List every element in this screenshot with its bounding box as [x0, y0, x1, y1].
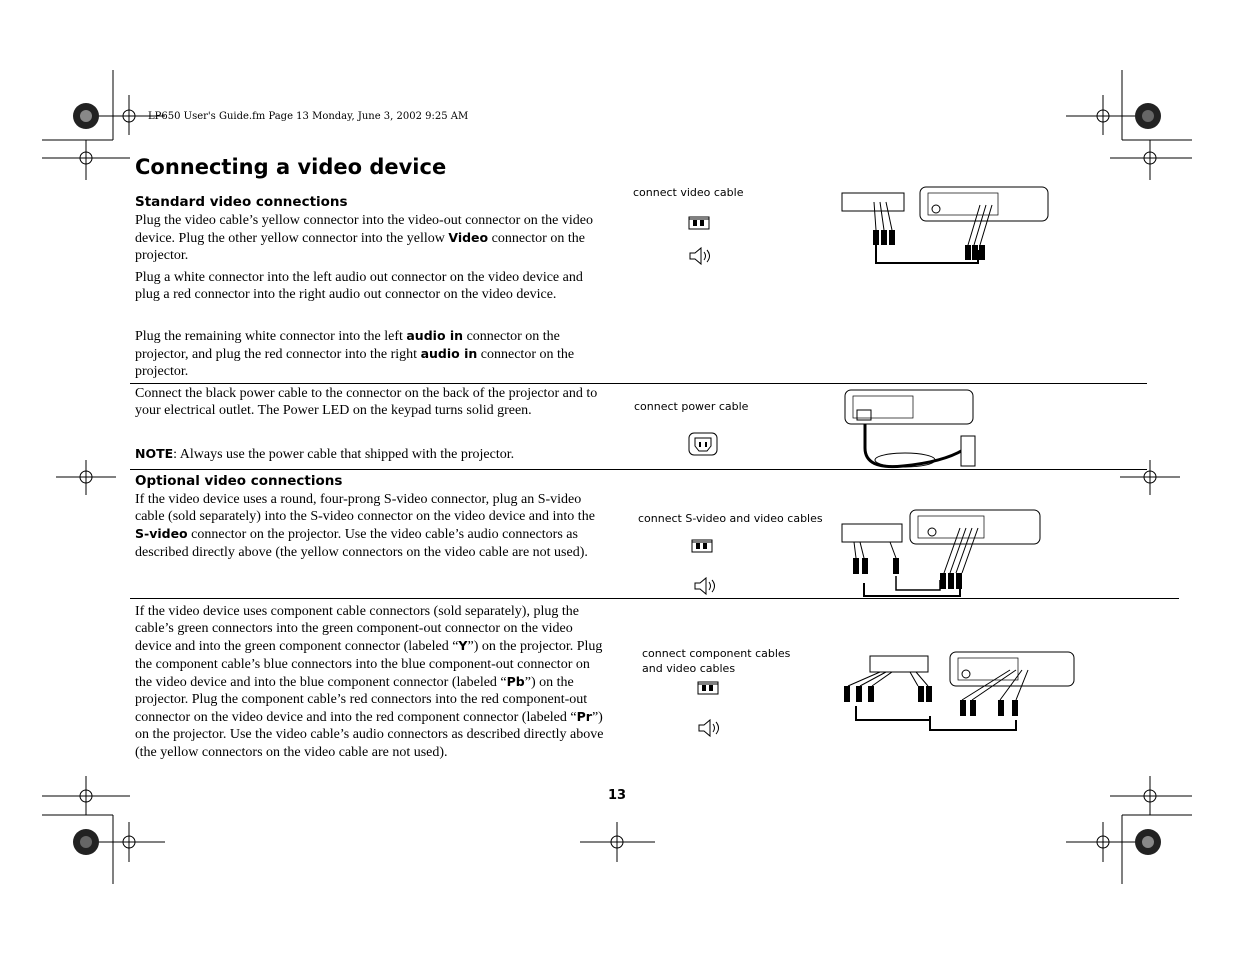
- speaker-audio-icon-3: [697, 718, 723, 738]
- registration-starburst-bl: [73, 829, 99, 855]
- caption-power-cable: connect power cable: [634, 400, 749, 413]
- caption-component-cables: connect component cables and video cables: [642, 647, 791, 675]
- component-connector-icon: [697, 681, 719, 695]
- caption-svideo-cables: connect S-video and video cables: [638, 512, 823, 525]
- registration-starburst-br: [1135, 829, 1161, 855]
- page-title: Connecting a video device: [135, 155, 447, 179]
- speaker-audio-icon: [688, 246, 714, 266]
- standard-paragraph-2: Plug a white connector into the left audio out connector on the video device and plug a red connector into the right audio out connector on the video device.: [135, 270, 583, 303]
- registration-starburst-tr: [1135, 103, 1161, 129]
- power-note: NOTE: Always use the power cable that shipped with the projector.: [135, 446, 515, 462]
- video-connector-icon: [688, 216, 710, 230]
- component-paragraph: If the video device uses component cable connectors (sold separately), plug the cable’s green connectors into the green component-out connector on the video device and into the green component connector (labeled “Y”) on the projector. Plug the component cable’s blue connectors into the blue component-out connector on the video device and into the blue component connector (labeled “Pb”) on the projector. Plug the component cable’s red connectors into the red component-out connector on the video device and into the red component connector (labeled “Pr”) on the projector. Use the video cable’s audio connectors as described directly above (the yellow connectors on the video cable are not used).: [135, 604, 604, 760]
- svideo-cable-diagram: [840, 508, 1045, 600]
- page-number: 13: [608, 788, 627, 803]
- standard-heading: Standard video connections: [135, 194, 348, 210]
- optional-paragraph: If the video device uses a round, four-prong S-video connector, plug an S-video cable (sold separately) into the S-video connector on the video device and into the S-video connector on the projector. Use the video cable’s audio connectors as described directly above (the yellow connectors on the video cable are not used).: [135, 492, 595, 560]
- section-divider-2: [130, 469, 1147, 470]
- registration-starburst-tl: [73, 103, 99, 129]
- optional-heading: Optional video connections: [135, 473, 343, 489]
- power-paragraph: Connect the black power cable to the connector on the back of the projector and to your electrical outlet. The Power LED on the keypad turns solid green.: [135, 386, 598, 419]
- standard-paragraph-1: Plug the video cable’s yellow connector into the video-out connector on the video device. Plug the other yellow connector into the yellow Video connector on the projector.: [135, 213, 593, 264]
- component-cable-diagram: [840, 650, 1080, 735]
- svideo-connector-icon: [691, 539, 713, 553]
- speaker-audio-icon-2: [693, 576, 719, 596]
- power-connector-icon: [688, 432, 718, 456]
- power-cable-diagram: [843, 388, 983, 473]
- file-info-header: LP650 User's Guide.fm Page 13 Monday, June 3, 2002 9:25 AM: [148, 111, 469, 122]
- standard-paragraph-3: Plug the remaining white connector into the left audio in connector on the projector, and plug the red connector into the right audio in connector on the projector.: [135, 328, 575, 380]
- caption-video-cable: connect video cable: [633, 186, 744, 199]
- section-divider-1: [130, 383, 1147, 384]
- video-cable-diagram: [840, 185, 1055, 270]
